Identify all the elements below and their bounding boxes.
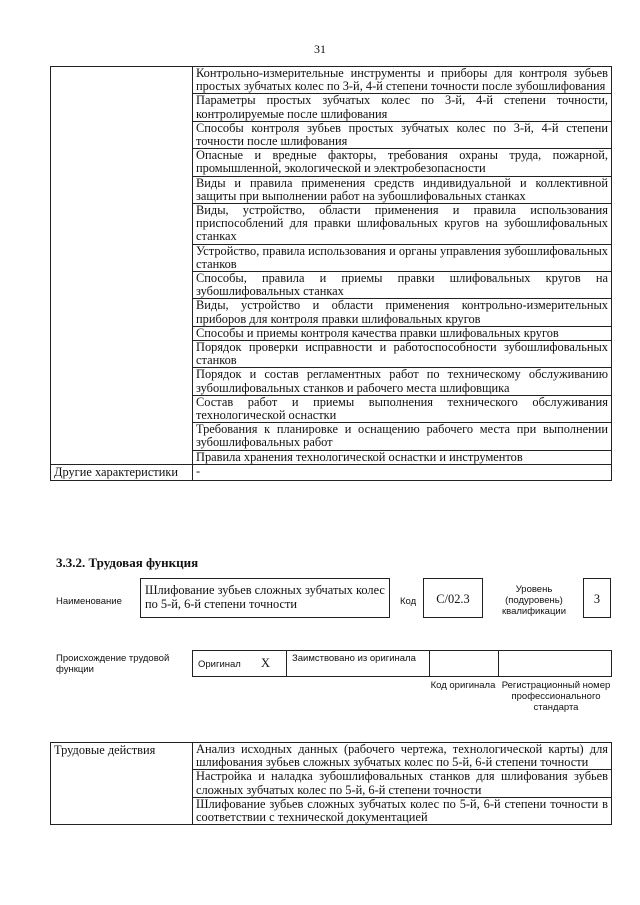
reg-number-caption: Регистрационный номер профессионального стандарта xyxy=(501,680,611,713)
divider xyxy=(429,651,430,676)
borrowed-label: Заимствовано из оригинала xyxy=(292,653,416,664)
table-cell: Анализ исходных данных (рабочего чертежа, технологической карты) для шлифования зубьев сложных зубчатых колес по 5-й, 6-й степени точности xyxy=(193,743,612,770)
name-label: Наименование xyxy=(56,596,122,607)
labor-actions-label: Трудовые действия xyxy=(51,743,193,825)
table-cell: Способы контроля зубьев простых зубчатых колес по 3-й, 4-й степени точности после шлифования xyxy=(193,121,612,148)
origin-label: Происхождение трудовой функции xyxy=(56,653,170,675)
origin-row xyxy=(192,650,612,677)
divider xyxy=(286,651,287,676)
page-number: 31 xyxy=(314,42,326,56)
table-cell: Виды, устройство и области применения контрольно-измерительных приборов для контроля правки шлифовальных кругов xyxy=(193,299,612,326)
name-value: Шлифование зубьев сложных зубчатых колес по 5-й, 6-й степени точности xyxy=(140,578,390,618)
labor-actions-table xyxy=(50,742,612,825)
original-label: Оригинал xyxy=(198,659,241,670)
code-original-caption: Код оригинала xyxy=(430,680,496,691)
divider xyxy=(498,651,499,676)
other-characteristics-label: Другие характеристики xyxy=(51,464,193,480)
table-cell: Способы и приемы контроля качества правки шлифовальных кругов xyxy=(193,326,612,340)
table-cell: Виды и правила применения средств индивидуальной и коллективной защиты при выполнении работ на зубошлифовальных станках xyxy=(193,176,612,203)
table-cell: Контрольно-измерительные инструменты и приборы для контроля зубьев простых зубчатых колес по 3-й, 4-й степени точности после зубошлифования xyxy=(193,67,612,94)
table-cell: Настройка и наладка зубошлифовальных станков для шлифования зубьев сложных зубчатых колес по 5-й, 6-й степени точности xyxy=(193,770,612,797)
other-characteristics-value: - xyxy=(193,464,612,480)
table-cell: Порядок проверки исправности и работоспособности зубошлифовальных станков xyxy=(193,341,612,368)
left-cell-empty xyxy=(51,67,193,465)
table-cell: Способы, правила и приемы правки шлифовальных кругов на зубошлифовальных станках xyxy=(193,272,612,299)
table-cell: Опасные и вредные факторы, требования охраны труда, пожарной, промышленной, экологической и электробезопасности xyxy=(193,149,612,176)
section-title: 3.3.2. Трудовая функция xyxy=(56,555,199,570)
code-value: C/02.3 xyxy=(423,578,483,618)
code-label: Код xyxy=(400,596,417,607)
table-cell: Требования к планировке и оснащению рабочего места при выполнении зубошлифовальных работ xyxy=(193,423,612,450)
table-cell: Шлифование зубьев сложных зубчатых колес по 5-й, 6-й степени точности в соответствии с технической документацией xyxy=(193,797,612,824)
table-row xyxy=(51,67,612,94)
table-cell: Правила хранения технологической оснастки и инструментов xyxy=(193,450,612,464)
level-label: Уровень (подуровень) квалификации xyxy=(501,584,567,617)
table-cell: Состав работ и приемы выполнения технического обслуживания технологической оснастки xyxy=(193,395,612,422)
table-cell: Виды, устройство, области применения и правила использования приспособлений для правки шлифовальных кругов на зубошлифовальных станках xyxy=(193,204,612,245)
table-row xyxy=(51,464,612,480)
table-cell: Параметры простых зубчатых колес по 3-й, 4-й степени точности, контролируемые после шлифования xyxy=(193,94,612,121)
knowledge-table xyxy=(50,66,612,481)
original-mark: X xyxy=(261,656,270,670)
table-cell: Устройство, правила использования и органы управления зубошлифовальных станков xyxy=(193,244,612,271)
table-row xyxy=(51,743,612,770)
level-value: 3 xyxy=(583,578,611,618)
table-cell: Порядок и состав регламентных работ по техническому обслуживанию зубошлифовальных станков и рабочего места шлифовщика xyxy=(193,368,612,395)
